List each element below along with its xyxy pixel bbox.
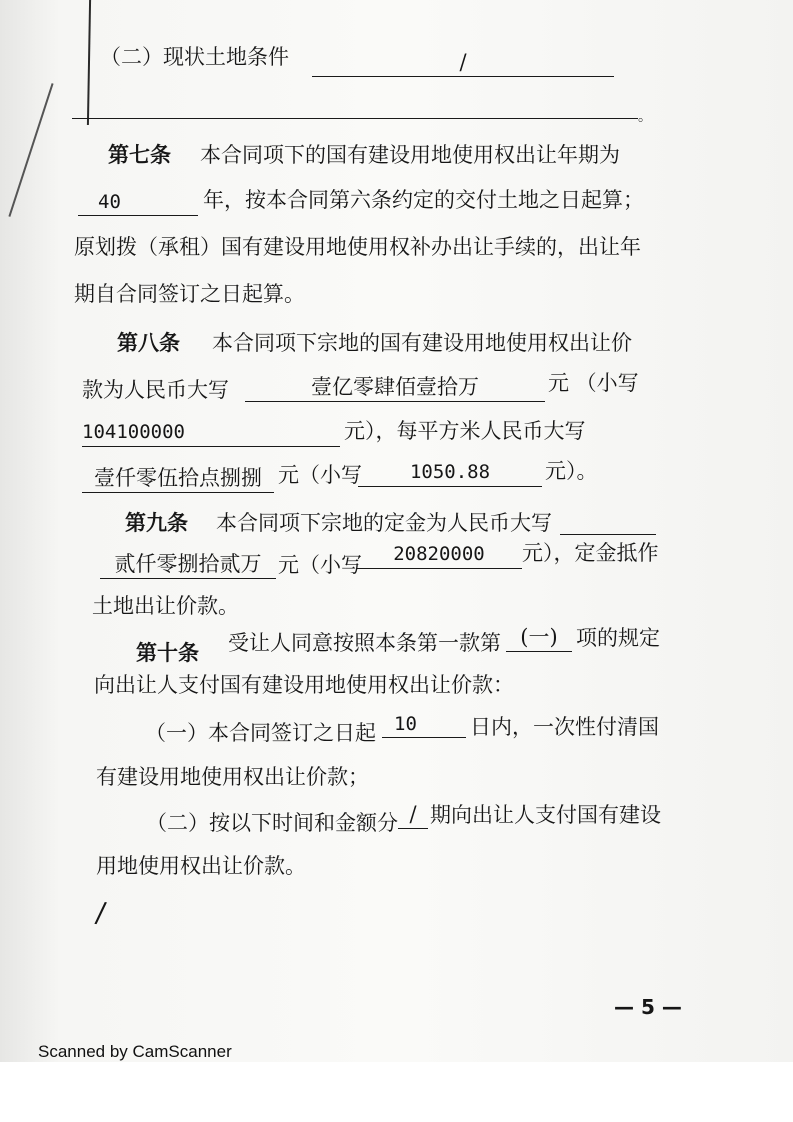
scan-edge-line (8, 83, 53, 217)
article8-text: 元）。 (545, 459, 598, 483)
scan-edge-line (87, 0, 91, 125)
heading-fill-blank: / (312, 50, 614, 77)
heading-continuation-rule (72, 118, 638, 119)
article8-text: 元（小写 (278, 463, 362, 487)
article7-years-blank: 40 (78, 190, 198, 216)
article9-text: 土地出让价款。 (92, 594, 239, 618)
unit-price-words-blank: 壹仟零伍拾点捌捌 (82, 466, 274, 493)
payment-periods-blank: / (398, 802, 428, 829)
unit-price-number-blank: 1050.88 (358, 460, 542, 487)
article9-text: 元（小写 (278, 553, 362, 577)
payment-item-1: 有建设用地使用权出让价款； (96, 765, 369, 789)
price-words-blank: 壹亿零肆佰壹拾万 (245, 375, 545, 402)
scanner-watermark: Scanned by CamScanner (38, 1042, 232, 1061)
article7-text: 本合同项下的国有建设用地使用权出让年期为 (200, 143, 620, 167)
price-number-blank: 104100000 (82, 420, 340, 447)
handwritten-slash: / (93, 895, 108, 930)
bottom-margin (0, 1062, 793, 1122)
payment-item-2: 期向出让人支付国有建设 (430, 803, 661, 827)
deposit-words-blank: 贰仟零捌拾贰万 (100, 552, 276, 579)
payment-item-2: （二）按以下时间和金额分 (146, 811, 398, 835)
article10-text: 项的规定 (576, 626, 660, 650)
article7-text: 年，按本合同第六条约定的交付土地之日起算； (203, 188, 644, 212)
payment-item-1: （一）本合同签订之日起 (145, 721, 376, 745)
article9-text: 本合同项下宗地的定金为人民币大写 (216, 511, 552, 535)
article8-text: 元 （小写 (548, 371, 639, 395)
article7-title: 第七条 (108, 142, 171, 167)
article7-text: 期自合同签订之日起算。 (74, 282, 305, 306)
page-number: — 5 — (614, 995, 682, 1019)
payment-item-1: 日内，一次性付清国 (470, 715, 659, 739)
heading-end-mark: 。 (638, 109, 652, 125)
deposit-words-rule (560, 534, 656, 535)
article7-text: 原划拨（承租）国有建设用地使用权补办出让手续的，出让年 (74, 235, 641, 259)
article10-text: 受让人同意按照本条第一款第 (228, 631, 501, 655)
section-heading: （二）现状土地条件 (100, 45, 289, 69)
payment-item-2: 用地使用权出让价款。 (96, 854, 306, 878)
article8-text: 款为人民币大写 (82, 378, 229, 402)
article10-text: 向出让人支付国有建设用地使用权出让价款： (94, 673, 514, 697)
article10-title: 第十条 (136, 640, 199, 665)
article8-title: 第八条 (117, 330, 180, 355)
payment-option-blank: (一) (506, 625, 572, 652)
payment-days-blank: 10 (382, 712, 466, 738)
article8-text: 元），每平方米人民币大写 (344, 419, 586, 443)
article9-title: 第九条 (125, 510, 188, 535)
article8-text: 本合同项下宗地的国有建设用地使用权出让价 (212, 331, 632, 355)
article9-text: 元），定金抵作 (522, 541, 659, 565)
deposit-number-blank: 20820000 (356, 542, 522, 569)
